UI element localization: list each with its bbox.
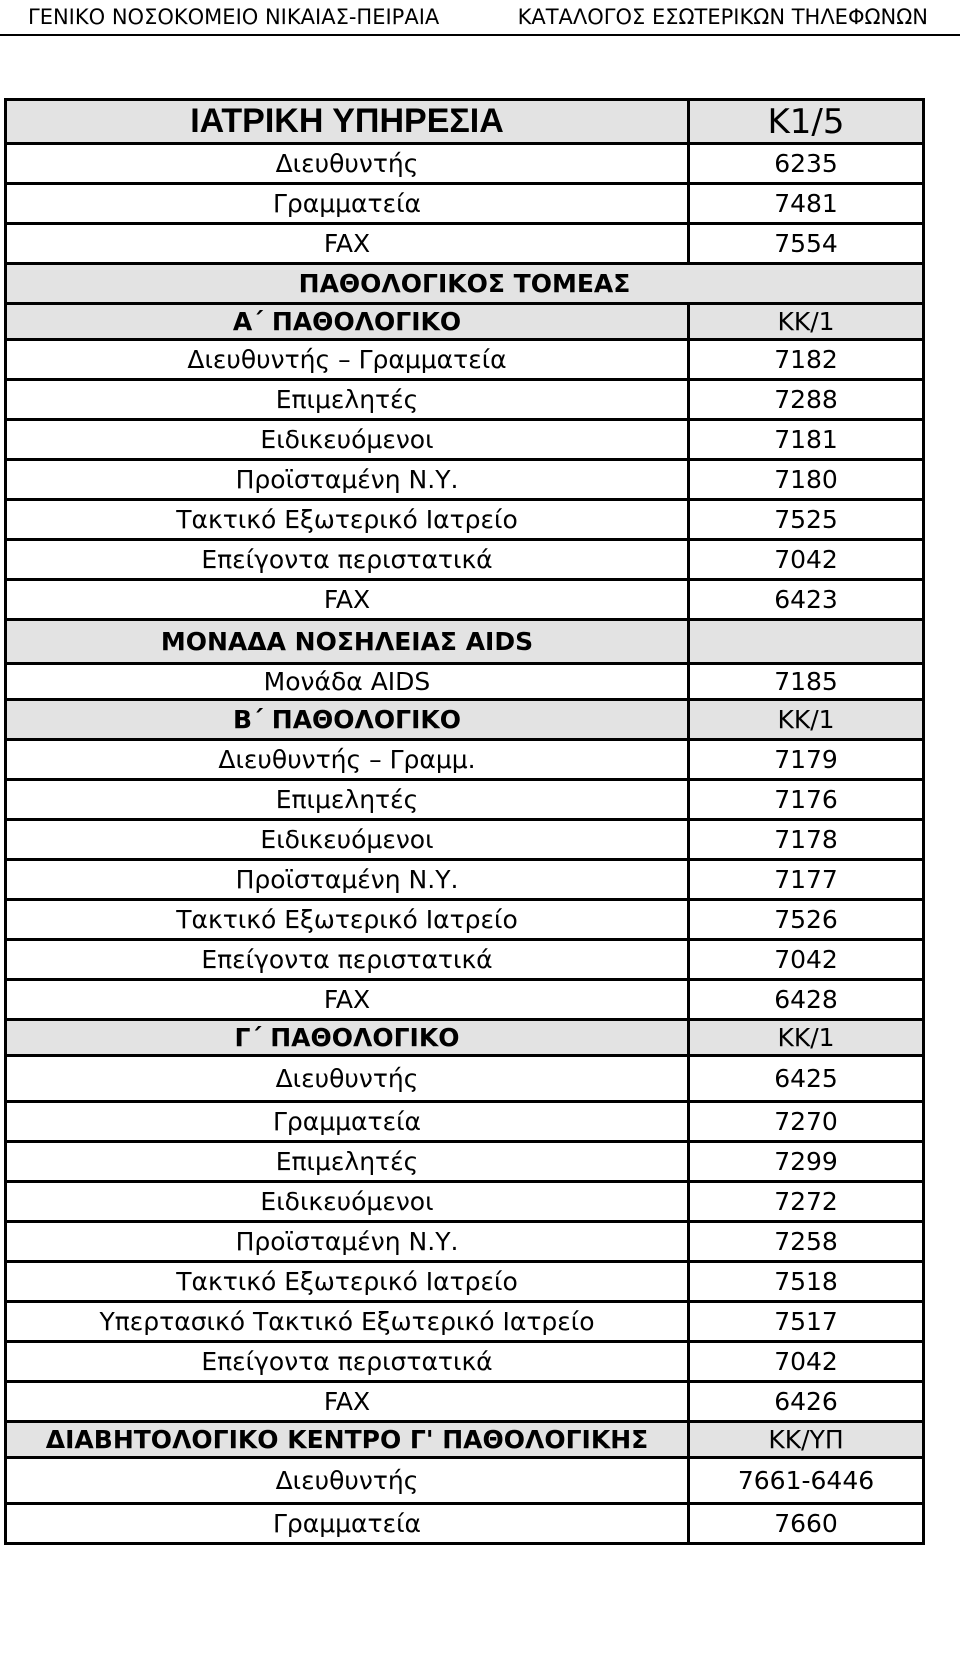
extension-number: 6425 xyxy=(689,1056,924,1102)
department-name: Προϊσταμένη Ν.Υ. xyxy=(6,460,689,500)
department-name: Ειδικευόμενοι xyxy=(6,1182,689,1222)
extension-number: 7661-6446 xyxy=(689,1458,924,1504)
table-row xyxy=(6,664,924,700)
department-name: FAX xyxy=(6,580,689,620)
table-row xyxy=(6,1222,924,1262)
table-row xyxy=(6,980,924,1020)
extension-number: 7181 xyxy=(689,420,924,460)
table-row xyxy=(6,1504,924,1544)
extension-number: 7517 xyxy=(689,1302,924,1342)
extension-number: 7180 xyxy=(689,460,924,500)
extension-number: 7518 xyxy=(689,1262,924,1302)
extension-number: 7182 xyxy=(689,340,924,380)
department-name: Επείγοντα περιστατικά xyxy=(6,940,689,980)
extension-number: 7299 xyxy=(689,1142,924,1182)
department-name: Προϊσταμένη Ν.Υ. xyxy=(6,1222,689,1262)
table-row xyxy=(6,860,924,900)
department-name: Γραμματεία xyxy=(6,184,689,224)
table-row xyxy=(6,1382,924,1422)
extension-number xyxy=(689,620,924,664)
department-name: Μονάδα AIDS xyxy=(6,664,689,700)
department-name: ΙΑΤΡΙΚΗ ΥΠΗΡΕΣΙΑ xyxy=(6,100,689,144)
phone-directory-table xyxy=(4,98,925,1545)
department-name: Διευθυντής xyxy=(6,144,689,184)
table-row xyxy=(6,144,924,184)
extension-number: 7258 xyxy=(689,1222,924,1262)
department-name: Γ΄ ΠΑΘΟΛΟΓΙΚΟ xyxy=(6,1020,689,1056)
department-name: Τακτικό Εξωτερικό Ιατρείο xyxy=(6,500,689,540)
department-name: Β΄ ΠΑΘΟΛΟΓΙΚΟ xyxy=(6,700,689,740)
table-row xyxy=(6,940,924,980)
department-name: Α΄ ΠΑΘΟΛΟΓΙΚΟ xyxy=(6,304,689,340)
extension-number: 7660 xyxy=(689,1504,924,1544)
table-row xyxy=(6,820,924,860)
extension-number: 7270 xyxy=(689,1102,924,1142)
section-header-row xyxy=(6,700,924,740)
department-name: Επείγοντα περιστατικά xyxy=(6,540,689,580)
extension-number: Κ1/5 xyxy=(689,100,924,144)
department-name: Διευθυντής xyxy=(6,1458,689,1504)
extension-number: ΚΚ/ΥΠ xyxy=(689,1422,924,1458)
table-row xyxy=(6,1182,924,1222)
extension-number: ΚΚ/1 xyxy=(689,700,924,740)
department-name: FAX xyxy=(6,224,689,264)
extension-number: 7288 xyxy=(689,380,924,420)
department-name: Ειδικευόμενοι xyxy=(6,820,689,860)
table-row xyxy=(6,380,924,420)
table-row xyxy=(6,900,924,940)
extension-number: 6426 xyxy=(689,1382,924,1422)
department-name: Επιμελητές xyxy=(6,780,689,820)
department-name: Υπερτασικό Τακτικό Εξωτερικό Ιατρείο xyxy=(6,1302,689,1342)
table-row xyxy=(6,224,924,264)
section-header-row xyxy=(6,1020,924,1056)
section-header-row xyxy=(6,100,924,144)
table-row xyxy=(6,1056,924,1102)
department-name: Επείγοντα περιστατικά xyxy=(6,1342,689,1382)
table-row xyxy=(6,740,924,780)
table-row xyxy=(6,1342,924,1382)
extension-number: 6428 xyxy=(689,980,924,1020)
department-name: ΜΟΝΑΔΑ ΝΟΣΗΛΕΙΑΣ AIDS xyxy=(6,620,689,664)
department-name: Τακτικό Εξωτερικό Ιατρείο xyxy=(6,900,689,940)
table-row xyxy=(6,1302,924,1342)
extension-number: 7526 xyxy=(689,900,924,940)
extension-number: 7185 xyxy=(689,664,924,700)
department-name: Ειδικευόμενοι xyxy=(6,420,689,460)
department-name: Επιμελητές xyxy=(6,380,689,420)
table-row xyxy=(6,420,924,460)
extension-number: ΚΚ/1 xyxy=(689,304,924,340)
extension-number: 7176 xyxy=(689,780,924,820)
table-row xyxy=(6,780,924,820)
section-header-row xyxy=(6,1422,924,1458)
department-name: FAX xyxy=(6,980,689,1020)
extension-number: 6423 xyxy=(689,580,924,620)
department-name: Διευθυντής xyxy=(6,1056,689,1102)
extension-number: 7272 xyxy=(689,1182,924,1222)
department-name: Γραμματεία xyxy=(6,1504,689,1544)
extension-number: 7042 xyxy=(689,1342,924,1382)
extension-number: 7525 xyxy=(689,500,924,540)
department-name: Διευθυντής – Γραμμ. xyxy=(6,740,689,780)
table-row xyxy=(6,500,924,540)
extension-number: ΚΚ/1 xyxy=(689,1020,924,1056)
table-row xyxy=(6,340,924,380)
section-header-row xyxy=(6,264,924,304)
table-row xyxy=(6,1102,924,1142)
catalog-title: ΚΑΤΑΛΟΓΟΣ ΕΣΩΤΕΡΙΚΩΝ ΤΗΛΕΦΩΝΩΝ xyxy=(517,5,928,29)
extension-number: 7481 xyxy=(689,184,924,224)
department-name: Επιμελητές xyxy=(6,1142,689,1182)
section-header-row xyxy=(6,620,924,664)
directory-body xyxy=(6,100,924,1544)
department-name: Προϊσταμένη Ν.Υ. xyxy=(6,860,689,900)
extension-number: 7177 xyxy=(689,860,924,900)
extension-number: 7042 xyxy=(689,540,924,580)
section-header-row xyxy=(6,304,924,340)
department-name: ΠΑΘΟΛΟΓΙΚΟΣ ΤΟΜΕΑΣ xyxy=(6,264,924,304)
extension-number: 7178 xyxy=(689,820,924,860)
table-row xyxy=(6,184,924,224)
table-row xyxy=(6,1458,924,1504)
table-row xyxy=(6,1142,924,1182)
department-name: Γραμματεία xyxy=(6,1102,689,1142)
department-name: Διευθυντής – Γραμματεία xyxy=(6,340,689,380)
hospital-name: ΓΕΝΙΚΟ ΝΟΣΟΚΟΜΕΙΟ ΝΙΚΑΙΑΣ-ΠΕΙΡΑΙΑ xyxy=(28,5,440,29)
table-row xyxy=(6,540,924,580)
page-header xyxy=(0,0,960,36)
department-name: FAX xyxy=(6,1382,689,1422)
extension-number: 6235 xyxy=(689,144,924,184)
table-row xyxy=(6,1262,924,1302)
extension-number: 7179 xyxy=(689,740,924,780)
extension-number: 7042 xyxy=(689,940,924,980)
extension-number: 7554 xyxy=(689,224,924,264)
table-row xyxy=(6,460,924,500)
table-row xyxy=(6,580,924,620)
department-name: ΔΙΑΒΗΤΟΛΟΓΙΚΟ ΚΕΝΤΡΟ Γ' ΠΑΘΟΛΟΓΙΚΗΣ xyxy=(6,1422,689,1458)
department-name: Τακτικό Εξωτερικό Ιατρείο xyxy=(6,1262,689,1302)
